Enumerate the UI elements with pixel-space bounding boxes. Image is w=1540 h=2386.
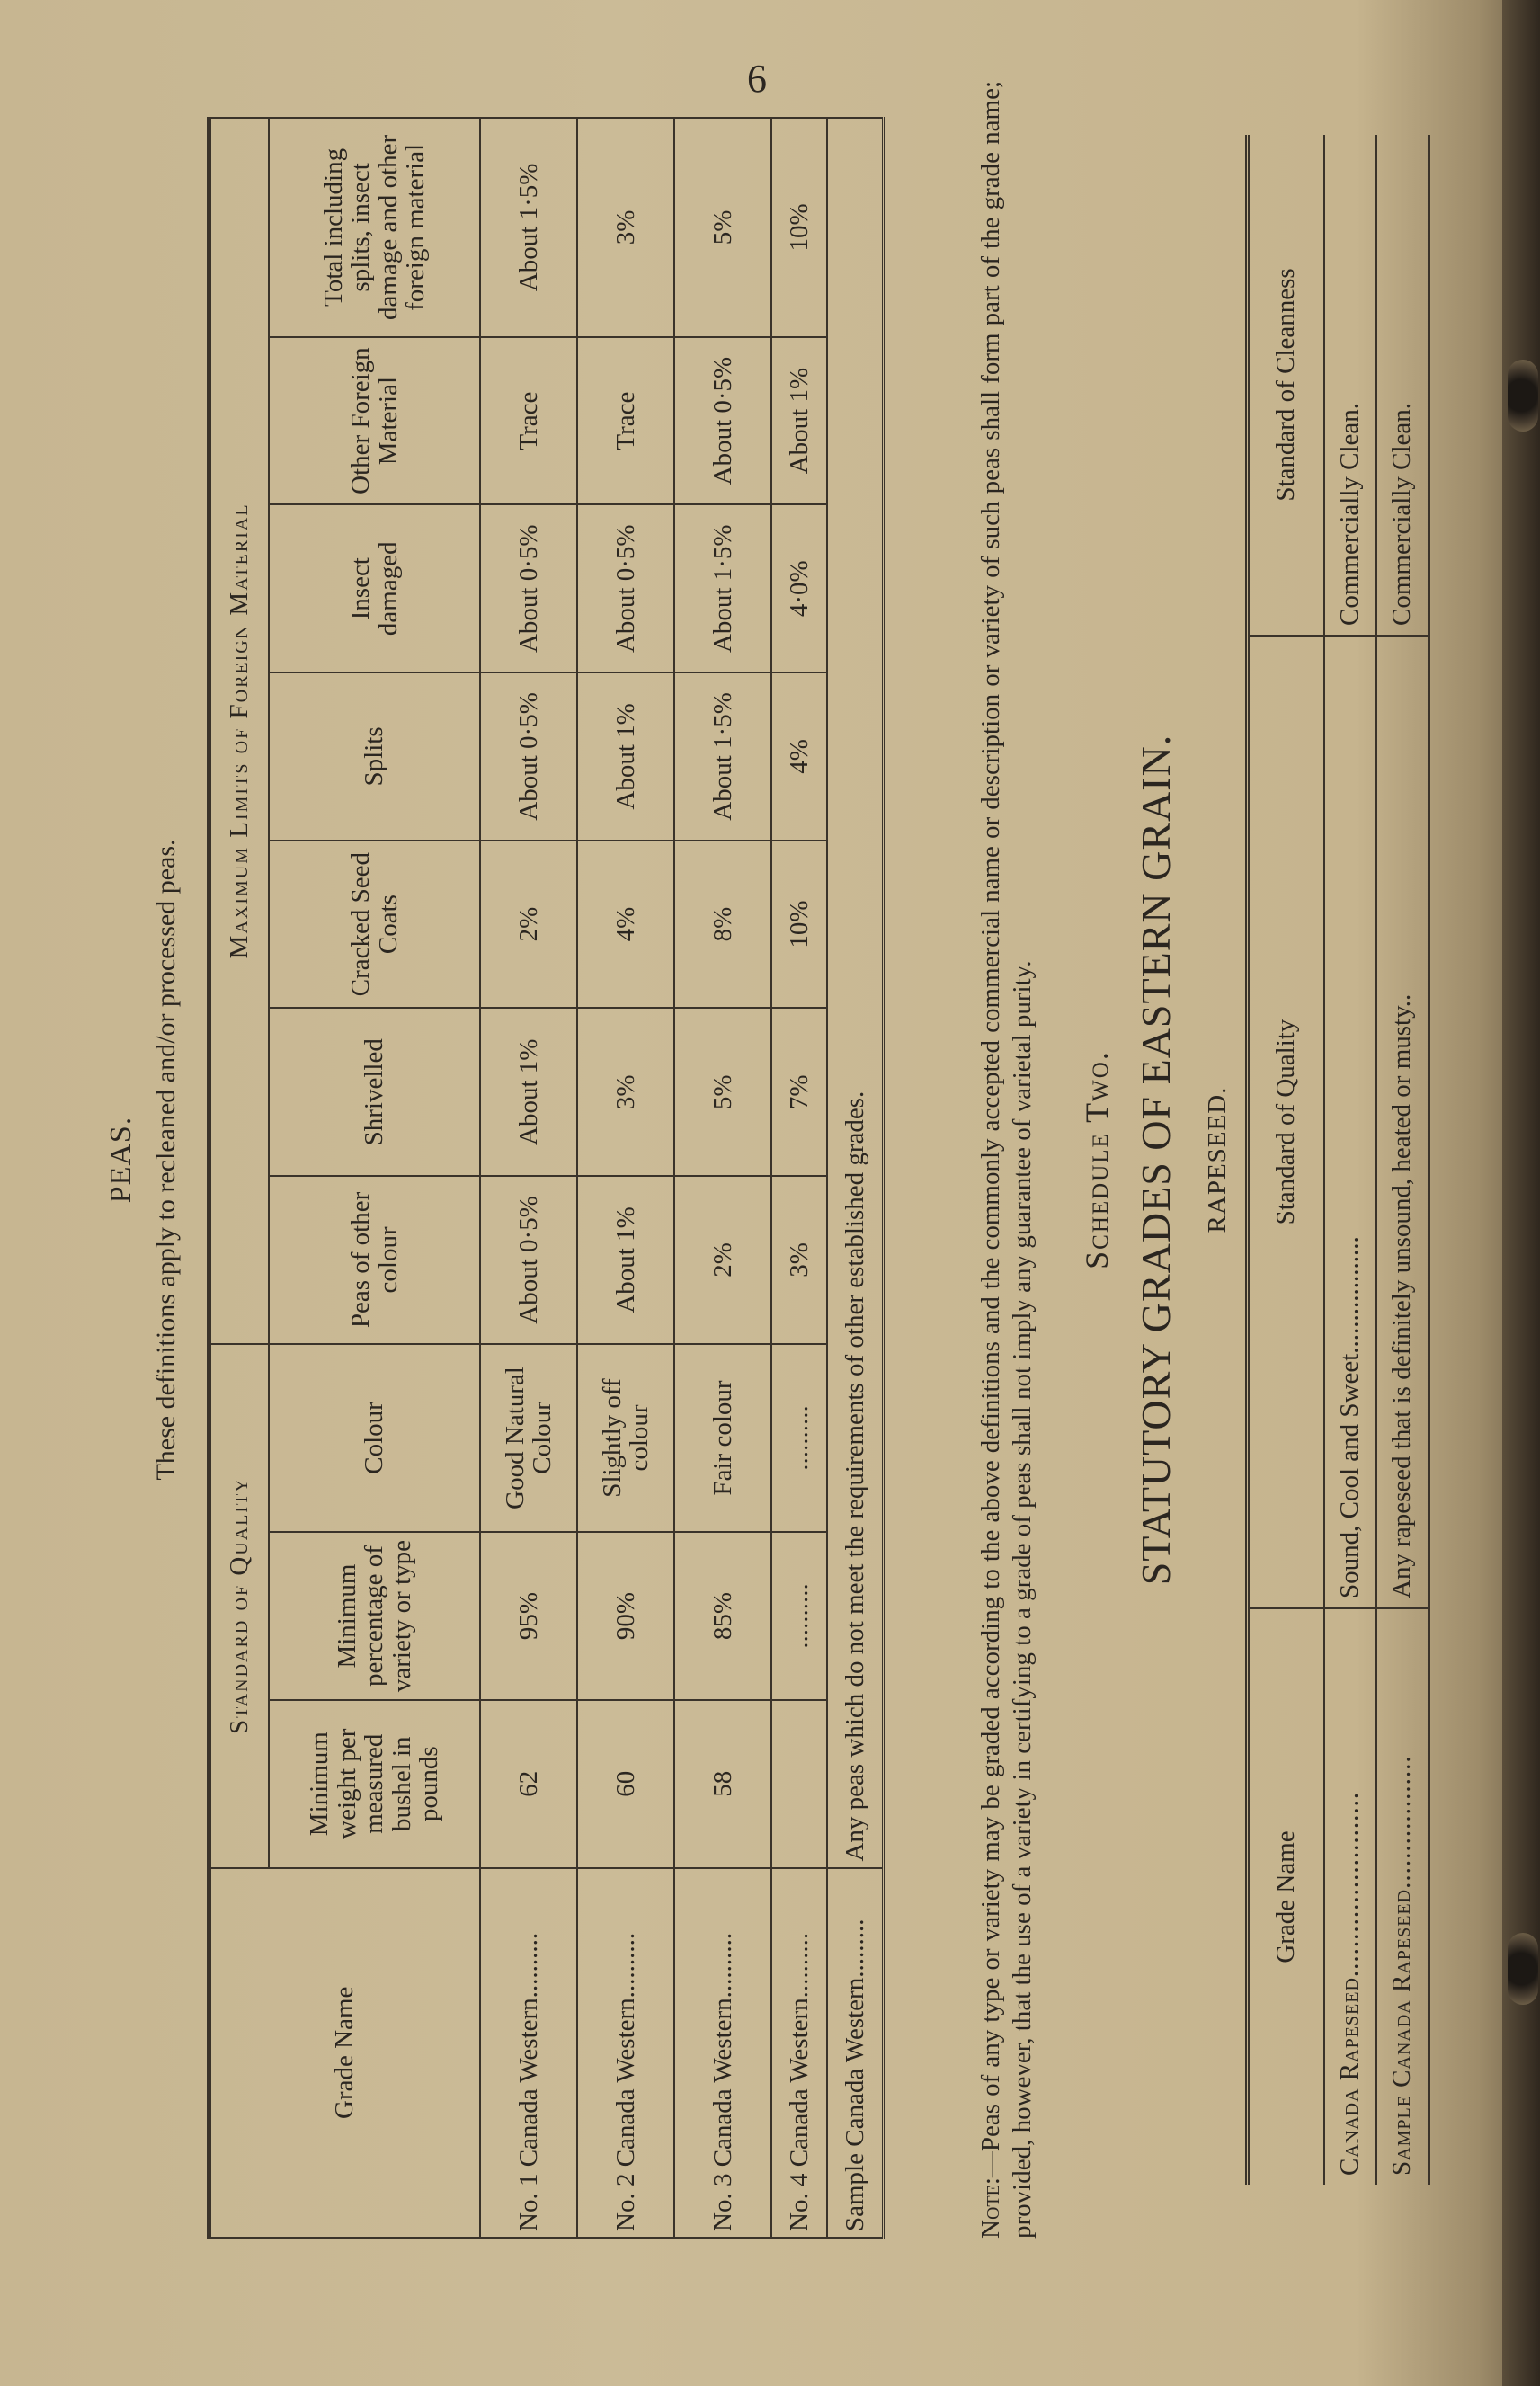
- binder-clip: [1508, 360, 1538, 432]
- eastern-grain-heading: STATUTORY GRADES OF EASTERN GRAIN.: [1133, 734, 1179, 1586]
- grade-name: Canada Rapeseed.........................: [1324, 1608, 1376, 2185]
- peas-other-colour: About 0·5%: [480, 1176, 577, 1344]
- grade-name: Sample Canada Western.........: [827, 1868, 884, 2238]
- binder-clip: [1508, 1933, 1538, 2005]
- table-row: [1324, 135, 1376, 2185]
- min-percentage: 85%: [674, 1532, 771, 1700]
- splits: About 1%: [577, 672, 674, 841]
- col-peas-other-colour: Peas of other colour: [269, 1176, 480, 1344]
- page-number: 6: [747, 57, 767, 101]
- min-weight: 58: [674, 1700, 771, 1868]
- insect-damaged: About 0·5%: [577, 504, 674, 672]
- insect-damaged: About 1·5%: [674, 504, 771, 672]
- table-row: [674, 118, 771, 2238]
- other-foreign: Trace: [577, 337, 674, 505]
- peas-other-colour: About 1%: [577, 1176, 674, 1344]
- col-grade-name: Grade Name: [1248, 1608, 1325, 2185]
- min-percentage: ..........: [771, 1532, 827, 1700]
- colour: Good Natural Colour: [480, 1344, 577, 1532]
- grade-name: Sample Canada Rapeseed..................: [1376, 1608, 1429, 2185]
- group-standard-of-quality: Standard of Quality: [209, 1344, 270, 1868]
- standard-of-cleanness: Commercially Clean.: [1324, 135, 1376, 636]
- shrivelled: 5%: [674, 1008, 771, 1176]
- total: 3%: [577, 118, 674, 337]
- standard-of-quality: Sound, Cool and Sweet..................: [1324, 636, 1376, 1608]
- col-min-percentage: Minimum percentage of variety or type: [269, 1532, 480, 1700]
- min-weight: 62: [480, 1700, 577, 1868]
- other-foreign: About 1%: [771, 337, 827, 505]
- peas-other-colour: 2%: [674, 1176, 771, 1344]
- table-row: [1376, 135, 1429, 2185]
- col-standard-of-quality: Standard of Quality: [1248, 636, 1325, 1608]
- colour: Fair colour: [674, 1344, 771, 1532]
- grade-name: No. 4 Canada Western..........: [771, 1868, 827, 2238]
- cracked-seed-coats: 2%: [480, 841, 577, 1009]
- colour: Slightly off colour: [577, 1344, 674, 1532]
- other-foreign: About 0·5%: [674, 337, 771, 505]
- peas-subtitle: These definitions apply to recleaned and/or processed peas.: [151, 839, 181, 1481]
- splits: 4%: [771, 672, 827, 841]
- table-row: [827, 118, 884, 2238]
- col-grade-name: Grade Name: [209, 1868, 481, 2238]
- insect-damaged: 4·0%: [771, 504, 827, 672]
- col-colour: Colour: [269, 1344, 480, 1532]
- other-foreign: Trace: [480, 337, 577, 505]
- splits: About 1·5%: [674, 672, 771, 841]
- note-label: Note:: [976, 2177, 1005, 2239]
- standard-of-quality: Any rapeseed that is definitely unsound, heated or musty..: [1376, 636, 1429, 1608]
- peas-grades-table: [207, 117, 885, 2239]
- min-percentage: 95%: [480, 1532, 577, 1700]
- table-row: [771, 118, 827, 2238]
- total: 10%: [771, 118, 827, 337]
- col-cracked-seed-coats: Cracked Seed Coats: [269, 841, 480, 1009]
- group-maximum-limits: Maximum Limits of Foreign Material: [209, 118, 270, 1344]
- grade-name: No. 3 Canada Western..........: [674, 1868, 771, 2238]
- shrivelled: 3%: [577, 1008, 674, 1176]
- col-shrivelled: Shrivelled: [269, 1008, 480, 1176]
- col-min-weight: Minimum weight per measured bushel in pounds: [269, 1700, 480, 1868]
- table-row: [577, 118, 674, 2238]
- schedule-heading: Schedule Two.: [1079, 1050, 1115, 1269]
- col-other-foreign: Other Foreign Material: [269, 337, 480, 505]
- rotated-content: [72, 63, 1492, 2239]
- grade-name: No. 2 Canada Western..........: [577, 1868, 674, 2238]
- cracked-seed-coats: 4%: [577, 841, 674, 1009]
- total: 5%: [674, 118, 771, 337]
- min-weight: [771, 1700, 827, 1868]
- shrivelled: 7%: [771, 1008, 827, 1176]
- peas-other-colour: 3%: [771, 1176, 827, 1344]
- insect-damaged: About 0·5%: [480, 504, 577, 672]
- min-weight: 60: [577, 1700, 674, 1868]
- col-splits: Splits: [269, 672, 480, 841]
- cracked-seed-coats: 10%: [771, 841, 827, 1009]
- min-percentage: 90%: [577, 1532, 674, 1700]
- rapeseed-grades-table: [1245, 135, 1430, 2185]
- col-standard-of-cleanness: Standard of Cleanness: [1248, 135, 1325, 636]
- sample-definition: Any peas which do not meet the requirements of other established grades.: [827, 118, 884, 1868]
- rapeseed-heading: RAPESEED.: [1203, 1086, 1232, 1233]
- shrivelled: About 1%: [480, 1008, 577, 1176]
- col-total: Total including splits, insect damage and other foreign material: [269, 118, 480, 337]
- standard-of-cleanness: Commercially Clean.: [1376, 135, 1429, 636]
- col-insect-damaged: Insect damaged: [269, 504, 480, 672]
- colour: ..........: [771, 1344, 827, 1532]
- binder-edge: [1502, 0, 1540, 2386]
- cracked-seed-coats: 8%: [674, 841, 771, 1009]
- table-row: [480, 118, 577, 2238]
- peas-heading: PEAS.: [104, 1116, 138, 1204]
- total: About 1·5%: [480, 118, 577, 337]
- peas-note: [975, 81, 1038, 2239]
- grade-name: No. 1 Canada Western..........: [480, 1868, 577, 2238]
- splits: About 0·5%: [480, 672, 577, 841]
- note-text: —Peas of any type or variety may be graded according to the above definitions and the commonly accepted commercial name or description or variety of such peas shall form part of the grade name; provided, however, that the use of a variety in certifying to a grade of peas shall not imply any guarantee of varietal purity.: [976, 81, 1037, 2239]
